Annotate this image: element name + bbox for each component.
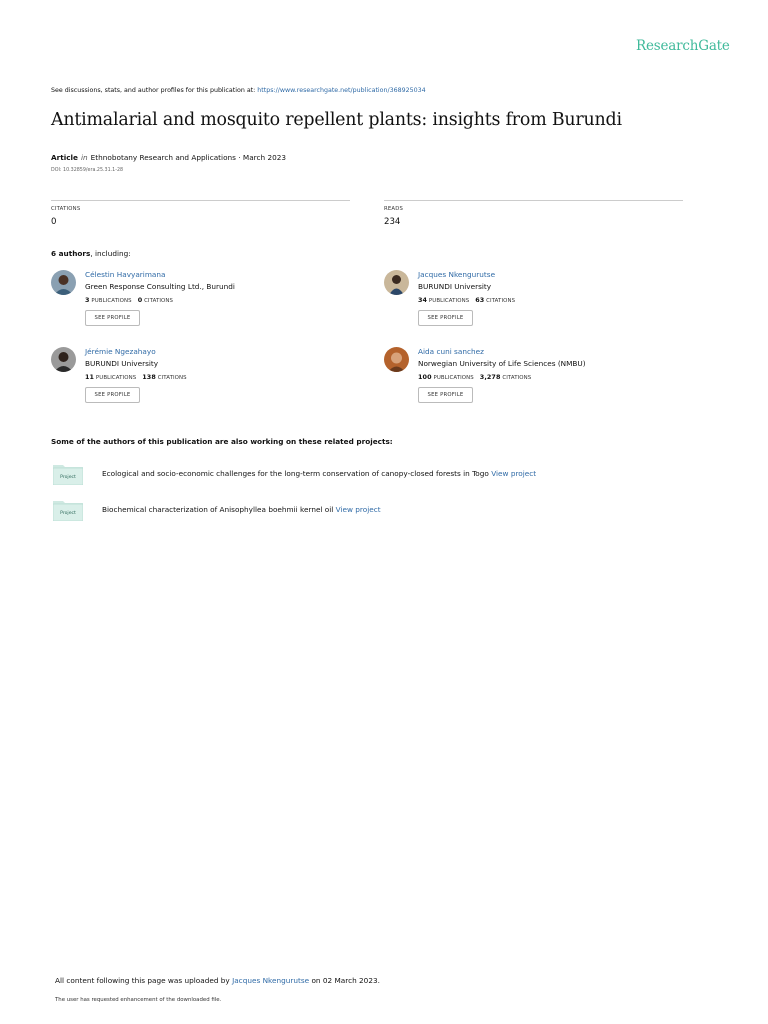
project-folder-label: Project [60, 511, 76, 516]
see-profile-button[interactable]: SEE PROFILE [85, 387, 140, 403]
citations-value: 0 [51, 217, 57, 227]
project-item [51, 499, 701, 527]
avatar[interactable] [384, 270, 409, 295]
reads-value: 234 [384, 217, 401, 227]
cites-label: CITATIONS [486, 298, 516, 304]
pubs-count: 100 [418, 373, 432, 381]
citations-divider [51, 200, 350, 201]
related-projects-header: Some of the authors of this publication are also working on these related projects: [51, 437, 393, 446]
enhancement-note: The user has requested enhancement of the downloaded file. [55, 997, 222, 1003]
publication-meta [51, 153, 286, 162]
pubs-count: 34 [418, 296, 428, 304]
cites-count: 63 [475, 296, 485, 304]
pubs-label: PUBLICATIONS [91, 298, 132, 304]
uploaded-prefix: All content following this page was uploaded by [55, 976, 230, 985]
cites-label: CITATIONS [144, 298, 174, 304]
author-stats [85, 296, 173, 304]
researchgate-logo[interactable]: ResearchGate [636, 38, 730, 54]
author-card [384, 347, 684, 409]
cites-label: CITATIONS [157, 375, 187, 381]
author-name-link[interactable]: Célestin Havyarimana [85, 270, 166, 279]
project-folder-icon [53, 463, 83, 485]
see-discussions-line [51, 87, 426, 94]
publication-url-link[interactable]: https://www.researchgate.net/publication/368925034 [257, 87, 426, 94]
authors-count: 6 authors [51, 249, 91, 258]
pubs-count: 11 [85, 373, 95, 381]
author-institution: BURUNDI University [418, 282, 492, 291]
see-profile-button[interactable]: SEE PROFILE [418, 310, 473, 326]
cites-count: 138 [142, 373, 156, 381]
authors-suffix: , including: [90, 249, 131, 258]
avatar[interactable] [51, 347, 76, 372]
project-folder-label: Project [60, 475, 76, 480]
project-title: Biochemical characterization of Anisophyllea boehmii kernel oil [102, 505, 334, 514]
see-profile-button[interactable]: SEE PROFILE [85, 310, 140, 326]
journal-date: Ethnobotany Research and Applications · March 2023 [90, 153, 287, 162]
project-title: Ecological and socio-economic challenges for the long-term conservation of canopy-closed forests in Togo [102, 469, 489, 478]
authors-header [51, 249, 131, 258]
uploader-link[interactable]: Jacques Nkengurutse [232, 976, 310, 985]
avatar[interactable] [51, 270, 76, 295]
see-discussions-text: See discussions, stats, and author profiles for this publication at: [51, 87, 256, 94]
author-card [384, 270, 684, 332]
author-stats [418, 373, 531, 381]
author-card [51, 270, 351, 332]
pubs-label: PUBLICATIONS [433, 375, 474, 381]
author-name-link[interactable]: Jacques Nkengurutse [418, 270, 496, 279]
view-project-link[interactable]: View project [335, 505, 381, 514]
in-word: in [81, 153, 88, 162]
reads-label: READS [384, 206, 404, 212]
author-institution: Green Response Consulting Ltd., Burundi [85, 282, 235, 291]
uploaded-suffix: on 02 March 2023. [311, 976, 380, 985]
project-folder-icon [53, 499, 83, 521]
see-profile-button[interactable]: SEE PROFILE [418, 387, 473, 403]
author-name-link[interactable]: Aida cuni sanchez [418, 347, 484, 356]
pubs-label: PUBLICATIONS [428, 298, 470, 304]
project-text [102, 469, 536, 478]
project-text [102, 505, 381, 514]
article-type: Article [51, 153, 79, 162]
pubs-count: 3 [85, 296, 90, 304]
author-card [51, 347, 351, 409]
avatar[interactable] [384, 347, 409, 372]
publication-title: Antimalarial and mosquito repellent plants: insights from Burundi [51, 110, 622, 130]
uploaded-by-line [55, 976, 380, 985]
author-institution: BURUNDI University [85, 359, 159, 368]
cites-label: CITATIONS [502, 375, 532, 381]
cites-count: 0 [137, 296, 143, 304]
reads-divider [384, 200, 683, 201]
doi: DOI: 10.32859/era.25.31.1-28 [51, 168, 124, 173]
citations-label: CITATIONS [51, 206, 81, 212]
project-item [51, 463, 701, 491]
author-stats [85, 373, 187, 381]
author-institution: Norwegian University of Life Sciences (NMBU) [418, 359, 586, 368]
pubs-label: PUBLICATIONS [95, 375, 137, 381]
author-name-link[interactable]: Jérémie Ngezahayo [85, 347, 156, 356]
view-project-link[interactable]: View project [491, 469, 537, 478]
cites-count: 3,278 [479, 373, 501, 381]
author-stats [418, 296, 515, 304]
